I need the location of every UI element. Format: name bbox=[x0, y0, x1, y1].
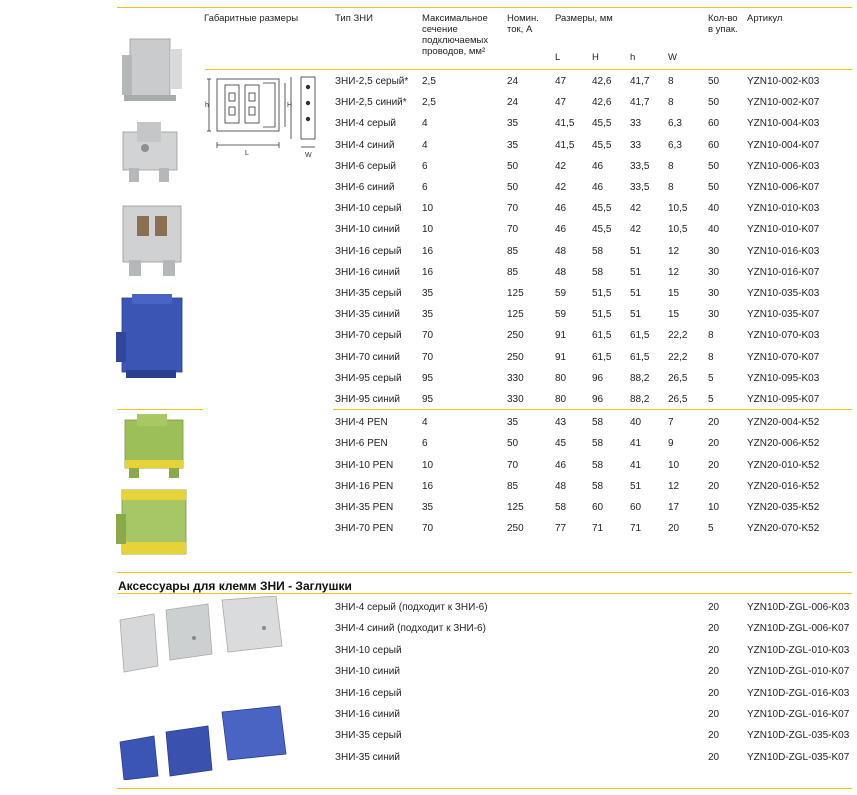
accessory-cell-qty: 20 bbox=[708, 644, 720, 656]
cell-type: ЗНИ-2,5 синий* bbox=[335, 97, 407, 109]
cell-h: 51 bbox=[630, 288, 642, 299]
end-plates-blue-image bbox=[118, 696, 298, 780]
cell-L: 91 bbox=[555, 330, 567, 342]
cell-qty: 30 bbox=[708, 309, 720, 321]
cell-H: 61,5 bbox=[592, 330, 612, 342]
cell-section: 70 bbox=[422, 523, 434, 535]
cell-qty: 5 bbox=[708, 394, 714, 405]
cell-H: 46 bbox=[592, 182, 604, 193]
cell-section: 2,5 bbox=[422, 76, 436, 87]
cell-type: ЗНИ-70 синий bbox=[335, 351, 400, 363]
accessory-cell-qty: 20 bbox=[708, 687, 720, 699]
cell-H: 42,6 bbox=[592, 97, 612, 109]
accessory-cell-type: ЗНИ-4 серый (подходит к ЗНИ-6) bbox=[335, 602, 488, 613]
cell-h: 61,5 bbox=[630, 351, 650, 363]
cell-current: 85 bbox=[507, 480, 519, 492]
terminal-grey-small-image bbox=[115, 118, 187, 188]
cell-section: 95 bbox=[422, 394, 434, 405]
cell-H: 60 bbox=[592, 502, 604, 513]
cell-H: 58 bbox=[592, 459, 604, 471]
cell-type: ЗНИ-10 синий bbox=[335, 224, 400, 236]
cell-section: 10 bbox=[422, 203, 434, 215]
header-h: h bbox=[630, 52, 636, 63]
header-article: Артикул bbox=[747, 13, 783, 24]
cell-H: 51,5 bbox=[592, 309, 612, 321]
cell-h: 61,5 bbox=[630, 330, 650, 342]
header-nominal: Номин. ток, А bbox=[507, 13, 539, 35]
accessory-cell-qty: 20 bbox=[708, 623, 720, 635]
cell-W: 26,5 bbox=[668, 372, 688, 384]
header-dims: Габаритные размеры bbox=[204, 13, 299, 24]
accessory-cell-type: ЗНИ-10 синий bbox=[335, 666, 400, 678]
cell-h: 51 bbox=[630, 245, 642, 257]
cell-W: 12 bbox=[668, 245, 680, 257]
cell-W: 8 bbox=[668, 76, 674, 87]
cell-current: 50 bbox=[507, 160, 519, 172]
cell-section: 16 bbox=[422, 266, 434, 278]
cell-qty: 20 bbox=[708, 480, 720, 492]
header-W: W bbox=[668, 52, 677, 63]
accessory-cell-type: ЗНИ-4 синий (подходит к ЗНИ-6) bbox=[335, 623, 486, 635]
cell-H: 96 bbox=[592, 394, 604, 405]
cell-L: 48 bbox=[555, 480, 567, 492]
cell-L: 41,5 bbox=[555, 139, 575, 151]
accessory-cell-qty: 20 bbox=[708, 751, 720, 763]
accessories-title: Аксессуары для клемм ЗНИ - Заглушки bbox=[118, 579, 352, 593]
cell-current: 250 bbox=[507, 330, 524, 342]
cell-W: 17 bbox=[668, 502, 680, 513]
cell-L: 80 bbox=[555, 394, 567, 405]
top-rule bbox=[117, 7, 852, 8]
cell-L: 48 bbox=[555, 266, 567, 278]
cell-article: YZN10-004-K07 bbox=[747, 139, 820, 151]
cell-current: 50 bbox=[507, 182, 519, 193]
cell-section: 70 bbox=[422, 351, 434, 363]
cell-article: YZN20-070-K52 bbox=[747, 523, 820, 535]
cell-H: 58 bbox=[592, 417, 604, 429]
cell-section: 10 bbox=[422, 459, 434, 471]
cell-type: ЗНИ-6 синий bbox=[335, 182, 395, 193]
cell-article: YZN20-035-K52 bbox=[747, 502, 820, 513]
cell-section: 10 bbox=[422, 224, 434, 236]
cell-section: 4 bbox=[422, 118, 428, 130]
accessory-cell-type: ЗНИ-35 синий bbox=[335, 751, 400, 763]
cell-current: 125 bbox=[507, 502, 524, 513]
cell-current: 50 bbox=[507, 438, 519, 450]
cell-qty: 50 bbox=[708, 76, 720, 87]
cell-article: YZN10-095-K07 bbox=[747, 394, 820, 405]
cell-qty: 30 bbox=[708, 266, 720, 278]
cell-h: 60 bbox=[630, 502, 642, 513]
cell-section: 16 bbox=[422, 480, 434, 492]
cell-type: ЗНИ-16 PEN bbox=[335, 480, 394, 492]
cell-L: 59 bbox=[555, 288, 567, 299]
cell-current: 85 bbox=[507, 266, 519, 278]
cell-article: YZN10-010-K03 bbox=[747, 203, 820, 215]
cell-article: YZN10-002-K07 bbox=[747, 97, 820, 109]
cell-h: 42 bbox=[630, 203, 642, 215]
cell-section: 6 bbox=[422, 182, 428, 193]
cell-section: 35 bbox=[422, 309, 434, 321]
cell-L: 59 bbox=[555, 309, 567, 321]
drawing-label-W: W bbox=[305, 152, 312, 159]
cell-h: 33,5 bbox=[630, 160, 650, 172]
cell-section: 35 bbox=[422, 288, 434, 299]
cell-current: 24 bbox=[507, 97, 519, 109]
cell-type: ЗНИ-70 серый bbox=[335, 330, 402, 342]
cell-type: ЗНИ-35 синий bbox=[335, 309, 400, 321]
cell-H: 58 bbox=[592, 266, 604, 278]
cell-qty: 30 bbox=[708, 288, 720, 299]
cell-h: 71 bbox=[630, 523, 642, 535]
accessory-cell-article: YZN10D-ZGL-006-K03 bbox=[747, 602, 850, 613]
cell-section: 16 bbox=[422, 245, 434, 257]
cell-current: 330 bbox=[507, 394, 524, 405]
cell-qty: 8 bbox=[708, 351, 714, 363]
cell-H: 46 bbox=[592, 160, 604, 172]
terminal-grey-image bbox=[118, 35, 188, 107]
header-sizes: Размеры, мм bbox=[555, 13, 613, 24]
cell-current: 250 bbox=[507, 523, 524, 535]
accessory-cell-article: YZN10D-ZGL-006-K07 bbox=[747, 623, 850, 635]
cell-H: 42,6 bbox=[592, 76, 612, 87]
cell-L: 46 bbox=[555, 459, 567, 471]
drawing-label-L: L bbox=[245, 150, 249, 157]
cell-current: 250 bbox=[507, 351, 524, 363]
cell-type: ЗНИ-2,5 серый* bbox=[335, 76, 409, 87]
terminal-grey-large-image bbox=[115, 200, 191, 280]
cell-W: 26,5 bbox=[668, 394, 688, 405]
end-plates-grey-image bbox=[118, 596, 298, 676]
terminal-green-large-image bbox=[112, 484, 196, 564]
accessory-cell-qty: 20 bbox=[708, 730, 720, 742]
cell-current: 125 bbox=[507, 288, 524, 299]
cell-h: 40 bbox=[630, 417, 642, 429]
terminal-green-small-image bbox=[115, 412, 195, 480]
cell-qty: 40 bbox=[708, 203, 720, 215]
cell-current: 125 bbox=[507, 309, 524, 321]
cell-W: 15 bbox=[668, 288, 680, 299]
cell-section: 2,5 bbox=[422, 97, 436, 109]
cell-W: 12 bbox=[668, 266, 680, 278]
accessory-cell-qty: 20 bbox=[708, 709, 720, 720]
cell-L: 91 bbox=[555, 351, 567, 363]
cell-L: 46 bbox=[555, 224, 567, 236]
pen-group-rule-left bbox=[117, 409, 203, 410]
accessory-cell-type: ЗНИ-16 серый bbox=[335, 687, 402, 699]
cell-H: 71 bbox=[592, 523, 604, 535]
header-type: Тип ЗНИ bbox=[335, 13, 373, 24]
cell-h: 33 bbox=[630, 118, 642, 130]
cell-qty: 60 bbox=[708, 139, 720, 151]
cell-type: ЗНИ-35 серый bbox=[335, 288, 402, 299]
cell-article: YZN10-006-K07 bbox=[747, 182, 820, 193]
accessory-cell-type: ЗНИ-16 синий bbox=[335, 709, 400, 720]
cell-h: 33,5 bbox=[630, 182, 650, 193]
cell-type: ЗНИ-16 серый bbox=[335, 245, 402, 257]
cell-h: 41 bbox=[630, 438, 642, 450]
cell-type: ЗНИ-6 серый bbox=[335, 160, 397, 172]
cell-qty: 30 bbox=[708, 245, 720, 257]
cell-W: 8 bbox=[668, 182, 674, 193]
cell-article: YZN20-016-K52 bbox=[747, 480, 820, 492]
drawing-label-h: h bbox=[205, 102, 209, 109]
cell-qty: 50 bbox=[708, 97, 720, 109]
dimension-drawing bbox=[205, 73, 325, 161]
cell-H: 58 bbox=[592, 438, 604, 450]
cell-h: 41 bbox=[630, 459, 642, 471]
cell-current: 24 bbox=[507, 76, 519, 87]
accessory-cell-article: YZN10D-ZGL-016-K07 bbox=[747, 709, 850, 720]
cell-type: ЗНИ-95 серый bbox=[335, 372, 402, 384]
cell-h: 88,2 bbox=[630, 394, 650, 405]
cell-h: 51 bbox=[630, 309, 642, 321]
cell-W: 6,3 bbox=[668, 139, 682, 151]
cell-article: YZN10-016-K07 bbox=[747, 266, 820, 278]
cell-qty: 8 bbox=[708, 330, 714, 342]
cell-current: 70 bbox=[507, 224, 519, 236]
cell-article: YZN10-070-K03 bbox=[747, 330, 820, 342]
cell-type: ЗНИ-35 PEN bbox=[335, 502, 394, 513]
cell-L: 41,5 bbox=[555, 118, 575, 130]
accessory-cell-qty: 20 bbox=[708, 602, 720, 613]
cell-current: 70 bbox=[507, 203, 519, 215]
cell-qty: 10 bbox=[708, 502, 720, 513]
cell-H: 96 bbox=[592, 372, 604, 384]
cell-W: 6,3 bbox=[668, 118, 682, 130]
accessory-cell-article: YZN10D-ZGL-035-K07 bbox=[747, 751, 850, 763]
cell-L: 45 bbox=[555, 438, 567, 450]
cell-qty: 40 bbox=[708, 224, 720, 236]
cell-W: 10,5 bbox=[668, 224, 688, 236]
cell-qty: 20 bbox=[708, 438, 720, 450]
cell-article: YZN20-006-K52 bbox=[747, 438, 820, 450]
cell-L: 47 bbox=[555, 97, 567, 109]
cell-article: YZN10-035-K03 bbox=[747, 288, 820, 299]
accessory-cell-article: YZN10D-ZGL-010-K07 bbox=[747, 666, 850, 678]
header-section: Максимальное сечение подключаемых проводов, мм² bbox=[422, 13, 489, 57]
cell-current: 35 bbox=[507, 118, 519, 130]
cell-type: ЗНИ-6 PEN bbox=[335, 438, 388, 450]
cell-section: 95 bbox=[422, 372, 434, 384]
accessory-cell-article: YZN10D-ZGL-035-K03 bbox=[747, 730, 850, 742]
header-rule bbox=[205, 69, 852, 70]
cell-L: 43 bbox=[555, 417, 567, 429]
cell-L: 58 bbox=[555, 502, 567, 513]
cell-W: 22,2 bbox=[668, 330, 688, 342]
cell-section: 4 bbox=[422, 139, 428, 151]
cell-W: 20 bbox=[668, 523, 680, 535]
cell-qty: 50 bbox=[708, 182, 720, 193]
cell-qty: 50 bbox=[708, 160, 720, 172]
header-qty: Кол-во в упак. bbox=[708, 13, 738, 35]
cell-qty: 20 bbox=[708, 459, 720, 471]
pen-group-rule bbox=[333, 409, 852, 410]
cell-L: 77 bbox=[555, 523, 567, 535]
cell-W: 22,2 bbox=[668, 351, 688, 363]
cell-L: 48 bbox=[555, 245, 567, 257]
cell-W: 8 bbox=[668, 97, 674, 109]
cell-h: 42 bbox=[630, 224, 642, 236]
header-H: H bbox=[592, 52, 599, 63]
cell-h: 41,7 bbox=[630, 97, 650, 109]
accessory-cell-type: ЗНИ-35 серый bbox=[335, 730, 402, 742]
header-L: L bbox=[555, 52, 561, 63]
accessory-cell-article: YZN10D-ZGL-016-K03 bbox=[747, 687, 850, 699]
cell-current: 35 bbox=[507, 139, 519, 151]
cell-H: 58 bbox=[592, 245, 604, 257]
cell-article: YZN10-035-K07 bbox=[747, 309, 820, 321]
cell-type: ЗНИ-10 PEN bbox=[335, 459, 394, 471]
cell-W: 10 bbox=[668, 459, 680, 471]
cell-H: 45,5 bbox=[592, 203, 612, 215]
cell-H: 45,5 bbox=[592, 224, 612, 236]
cell-type: ЗНИ-95 синий bbox=[335, 394, 400, 405]
cell-W: 15 bbox=[668, 309, 680, 321]
cell-type: ЗНИ-70 PEN bbox=[335, 523, 394, 535]
cell-L: 42 bbox=[555, 182, 567, 193]
cell-h: 51 bbox=[630, 480, 642, 492]
cell-type: ЗНИ-4 серый bbox=[335, 118, 397, 130]
cell-article: YZN10-016-K03 bbox=[747, 245, 820, 257]
cell-L: 80 bbox=[555, 372, 567, 384]
cell-L: 47 bbox=[555, 76, 567, 87]
cell-H: 45,5 bbox=[592, 118, 612, 130]
bottom-rule bbox=[117, 788, 852, 789]
terminal-blue-image bbox=[112, 292, 192, 384]
cell-qty: 5 bbox=[708, 372, 714, 384]
cell-current: 85 bbox=[507, 245, 519, 257]
cell-current: 70 bbox=[507, 459, 519, 471]
cell-section: 70 bbox=[422, 330, 434, 342]
cell-article: YZN20-010-K52 bbox=[747, 459, 820, 471]
cell-h: 41,7 bbox=[630, 76, 650, 87]
cell-section: 6 bbox=[422, 438, 428, 450]
drawing-label-H: H bbox=[287, 102, 293, 109]
cell-H: 58 bbox=[592, 480, 604, 492]
cell-h: 33 bbox=[630, 139, 642, 151]
cell-article: YZN10-070-K07 bbox=[747, 351, 820, 363]
cell-current: 35 bbox=[507, 417, 519, 429]
cell-type: ЗНИ-16 синий bbox=[335, 266, 400, 278]
cell-H: 45,5 bbox=[592, 139, 612, 151]
cell-section: 35 bbox=[422, 502, 434, 513]
cell-article: YZN20-004-K52 bbox=[747, 417, 820, 429]
cell-H: 61,5 bbox=[592, 351, 612, 363]
cell-article: YZN10-004-K03 bbox=[747, 118, 820, 130]
cell-type: ЗНИ-4 PEN bbox=[335, 417, 388, 429]
cell-h: 51 bbox=[630, 266, 642, 278]
cell-W: 10,5 bbox=[668, 203, 688, 215]
accessory-cell-type: ЗНИ-10 серый bbox=[335, 644, 402, 656]
accessory-cell-qty: 20 bbox=[708, 666, 720, 678]
cell-type: ЗНИ-10 серый bbox=[335, 203, 402, 215]
cell-article: YZN10-095-K03 bbox=[747, 372, 820, 384]
cell-W: 8 bbox=[668, 160, 674, 172]
cell-article: YZN10-006-K03 bbox=[747, 160, 820, 172]
cell-qty: 60 bbox=[708, 118, 720, 130]
cell-L: 42 bbox=[555, 160, 567, 172]
cell-W: 12 bbox=[668, 480, 680, 492]
cell-h: 88,2 bbox=[630, 372, 650, 384]
cell-section: 4 bbox=[422, 417, 428, 429]
cell-current: 330 bbox=[507, 372, 524, 384]
cell-L: 46 bbox=[555, 203, 567, 215]
accessories-rule bbox=[117, 593, 852, 594]
accessory-cell-article: YZN10D-ZGL-010-K03 bbox=[747, 644, 850, 656]
table-bottom-rule bbox=[117, 572, 852, 573]
cell-H: 51,5 bbox=[592, 288, 612, 299]
cell-qty: 20 bbox=[708, 417, 720, 429]
cell-W: 7 bbox=[668, 417, 674, 429]
cell-type: ЗНИ-4 синий bbox=[335, 139, 395, 151]
cell-section: 6 bbox=[422, 160, 428, 172]
cell-article: YZN10-002-K03 bbox=[747, 76, 820, 87]
cell-qty: 5 bbox=[708, 523, 714, 535]
cell-article: YZN10-010-K07 bbox=[747, 224, 820, 236]
cell-W: 9 bbox=[668, 438, 674, 450]
